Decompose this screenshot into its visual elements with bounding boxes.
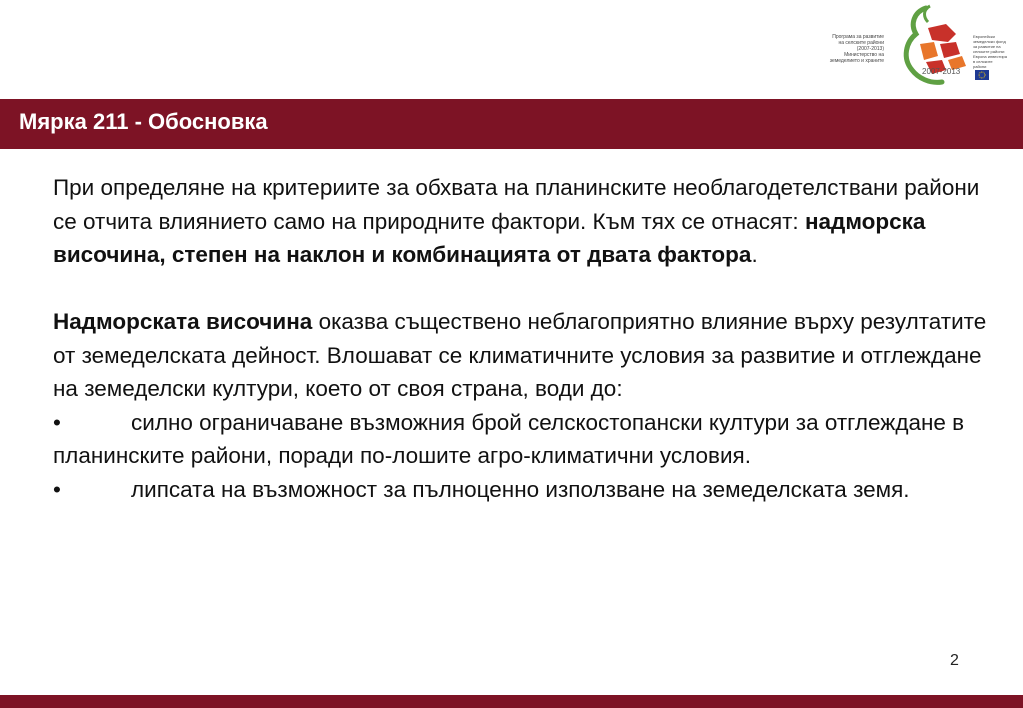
bullet-item: [53, 473, 1003, 507]
paragraph-altitude: [53, 305, 1003, 406]
bullet-icon: •: [53, 409, 61, 435]
slide-body: [53, 171, 1003, 506]
paragraph-altitude-text: оказва съществено неблагоприятно влияние върху резултатите от земеделската дейност. Влошават се климатичните условия за развитие и отглеждане на земеделски култури, което от своя страна, води до:: [53, 309, 987, 401]
paragraph-altitude-bold: Надморската височина: [53, 309, 313, 334]
paragraph-criteria-end: .: [751, 242, 758, 267]
logo-years: 2007-2013: [922, 67, 961, 76]
bullet-text: липсата на възможност за пълноценно използване на земеделската земя.: [131, 476, 910, 502]
logo-left-caption: Програма за развитие на селските райони (2007-2013) Министерство на земеделието и храните: [829, 34, 884, 64]
page-number: 2: [950, 652, 959, 669]
program-logo: [826, 4, 1006, 88]
bullet-item: [53, 406, 1003, 473]
bullet-icon: •: [53, 476, 61, 502]
slide-title: Мярка 211 - Обосновка: [19, 109, 268, 134]
footer-bar: [0, 695, 1023, 708]
paragraph-criteria: [53, 171, 1003, 272]
eu-flag-icon: [975, 70, 989, 80]
paragraph-criteria-text: При определяне на критериите за обхвата на планинските необлагодетелствани райони се отчита влиянието само на природните фактори. Към тях се отнасят:: [53, 175, 980, 234]
paragraph-spacer: [53, 272, 1003, 306]
bullet-text: силно ограничаване възможния брой селскостопански култури за отглеждане в планинските райони, поради по-лошите агро-климатични условия.: [53, 409, 965, 468]
paragraph-criteria-bold: надморска височина, степен на наклон и комбинацията от двата фактора: [53, 208, 926, 267]
logo-right-caption: Европейски земеделски фонд за развитие на селските райони: Европа инвестира в селските райони: [973, 34, 1008, 69]
